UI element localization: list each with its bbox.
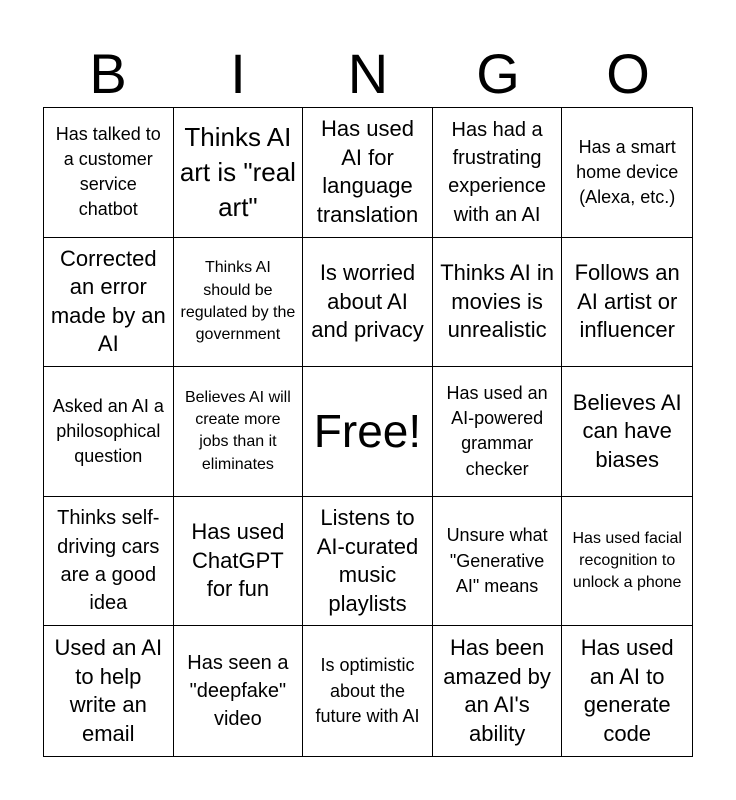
cell-text: Is worried about AI and privacy — [311, 260, 424, 343]
cell-text: Believes AI can have biases — [572, 389, 682, 472]
cell-text: Is optimistic about the future with AI — [315, 655, 420, 726]
bingo-cell[interactable] — [562, 497, 692, 627]
cell-text: Has used AI for language translation — [316, 116, 419, 227]
bingo-cell[interactable] — [303, 626, 433, 756]
bingo-cell[interactable] — [433, 367, 563, 497]
bingo-cell[interactable] — [562, 108, 692, 238]
bingo-cell[interactable] — [174, 497, 304, 627]
cell-text: Has had a frustrating experience with an AI — [448, 118, 547, 226]
free-space-label: Free! — [313, 405, 422, 458]
cell-text: Thinks AI art is "real art" — [179, 121, 296, 222]
cell-text: Used an AI to help write an email — [54, 635, 163, 746]
cell-text: Corrected an error made by an AI — [50, 245, 166, 357]
cell-text: Thinks AI should be regulated by the government — [180, 259, 296, 344]
bingo-cell[interactable] — [303, 108, 433, 238]
bingo-header — [43, 40, 693, 108]
free-space-cell[interactable] — [303, 367, 433, 497]
bingo-cell[interactable] — [562, 367, 692, 497]
cell-text: Listens to AI-curated music playlists — [316, 504, 419, 616]
cell-text: Has used an AI-powered grammar checker — [446, 383, 548, 479]
bingo-cell[interactable] — [433, 238, 563, 368]
bingo-cell[interactable] — [44, 238, 174, 368]
cell-text: Thinks self-driving cars are a good idea — [57, 507, 160, 615]
bingo-cell[interactable] — [433, 626, 563, 756]
cell-text: Has used facial recognition to unlock a phone — [572, 529, 682, 592]
cell-text: Asked an AI a philosophical question — [52, 395, 164, 467]
cell-text: Thinks AI in movies is unrealistic — [440, 260, 554, 343]
cell-text: Has talked to a customer service chatbot — [55, 123, 161, 220]
bingo-cell[interactable] — [44, 626, 174, 756]
bingo-cell[interactable] — [174, 367, 304, 497]
bingo-cell[interactable] — [44, 367, 174, 497]
bingo-cell[interactable] — [433, 497, 563, 627]
bingo-cell[interactable] — [303, 497, 433, 627]
cell-text: Follows an AI artist or influencer — [574, 260, 680, 343]
bingo-board — [43, 107, 693, 757]
cell-text: Has a smart home device (Alexa, etc.) — [576, 136, 679, 207]
header-letter-o: O — [606, 42, 650, 105]
cell-text: Has been amazed by an AI's ability — [443, 635, 551, 746]
cell-text: Has seen a "deepfake" video — [187, 651, 289, 731]
cell-text: Has used an AI to generate code — [580, 635, 674, 746]
bingo-cell[interactable] — [44, 108, 174, 238]
bingo-cell[interactable] — [174, 238, 304, 368]
cell-text: Unsure what "Generative AI" means — [446, 525, 548, 596]
bingo-cell[interactable] — [562, 238, 692, 368]
bingo-cell[interactable] — [174, 108, 304, 238]
cell-text: Has used ChatGPT for fun — [191, 519, 285, 602]
header-letter-i: I — [230, 42, 246, 105]
header-letter-g: G — [476, 42, 520, 105]
header-letter-n: N — [347, 42, 389, 105]
bingo-cell[interactable] — [562, 626, 692, 756]
bingo-cell[interactable] — [433, 108, 563, 238]
bingo-cell[interactable] — [174, 626, 304, 756]
cell-text: Believes AI will create more jobs than it eliminates — [184, 388, 291, 473]
bingo-cell[interactable] — [303, 238, 433, 368]
header-letter-b: B — [89, 42, 127, 105]
bingo-cell[interactable] — [44, 497, 174, 627]
